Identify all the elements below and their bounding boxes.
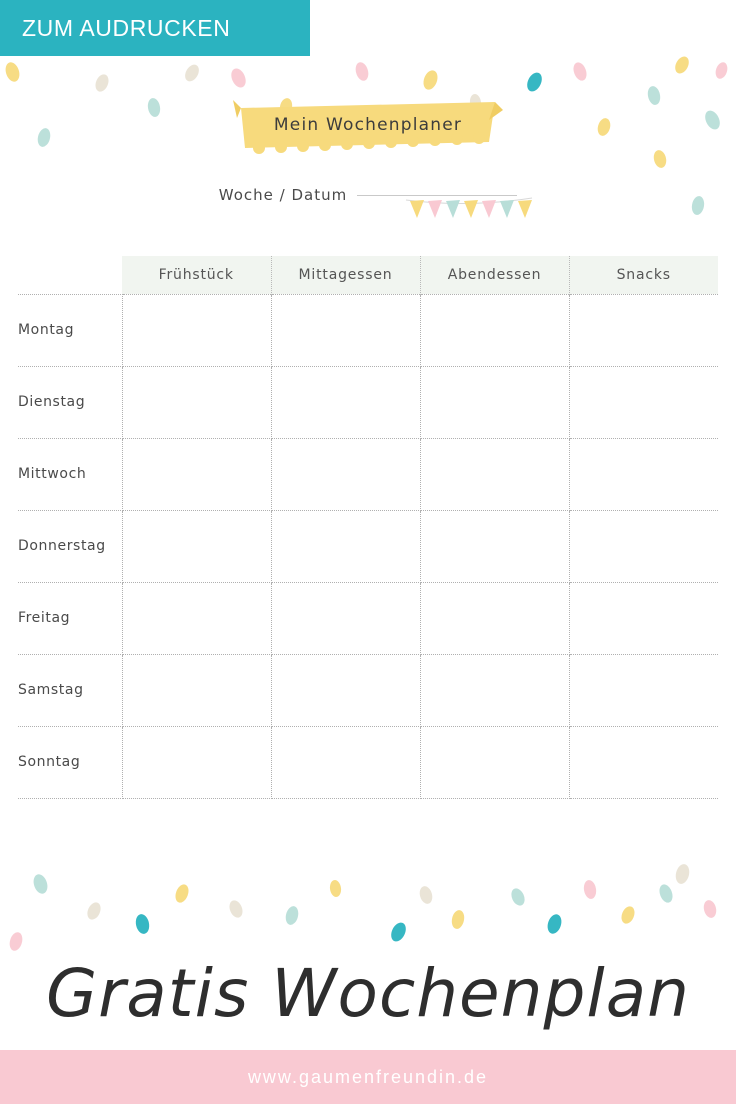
confetti-dot: [354, 61, 371, 83]
table-row: [18, 294, 718, 366]
table-row: [18, 366, 718, 438]
table-header-row: [18, 256, 718, 294]
meal-entry-cell[interactable]: [569, 726, 718, 798]
confetti-dot: [3, 60, 22, 83]
meal-entry-cell[interactable]: [569, 582, 718, 654]
confetti-dot: [545, 912, 564, 935]
table-row: [18, 726, 718, 798]
day-label: Montag: [18, 294, 122, 366]
confetti-dot: [228, 66, 248, 90]
website-bar: [0, 1050, 736, 1104]
day-label: Mittwoch: [18, 438, 122, 510]
meal-entry-cell[interactable]: [271, 438, 420, 510]
meal-entry-cell[interactable]: [122, 726, 271, 798]
confetti-dot: [421, 68, 440, 91]
print-badge: [0, 0, 310, 56]
day-label: Freitag: [18, 582, 122, 654]
column-header-day: [18, 256, 122, 294]
meal-entry-cell[interactable]: [569, 366, 718, 438]
meal-entry-cell[interactable]: [122, 294, 271, 366]
meal-entry-cell[interactable]: [569, 510, 718, 582]
column-header-snacks: Snacks: [569, 256, 718, 294]
print-badge-label: ZUM AUDRUCKEN: [22, 14, 231, 41]
confetti-dot: [509, 886, 527, 907]
confetti-dot: [388, 920, 408, 944]
confetti-dot: [85, 900, 103, 921]
column-header-lunch: Mittagessen: [271, 256, 420, 294]
confetti-dot: [329, 879, 342, 897]
confetti-dot: [672, 54, 691, 76]
confetti-dot: [702, 899, 718, 919]
table-body: [18, 294, 718, 798]
confetti-dot: [227, 898, 245, 919]
meal-entry-cell[interactable]: [420, 582, 569, 654]
confetti-dot: [182, 62, 201, 84]
table-row: [18, 510, 718, 582]
weekly-planner-table: [18, 256, 718, 799]
confetti-dot: [524, 70, 544, 94]
meal-entry-cell[interactable]: [420, 366, 569, 438]
confetti-dot: [674, 863, 691, 886]
confetti-dot: [714, 61, 730, 81]
planner-title: Mein Wochenplaner: [273, 115, 463, 135]
confetti-dot: [619, 904, 637, 925]
confetti-dot: [93, 72, 111, 93]
confetti-dot: [582, 879, 597, 900]
meal-entry-cell[interactable]: [420, 294, 569, 366]
meal-entry-cell[interactable]: [420, 438, 569, 510]
confetti-dot: [450, 909, 466, 930]
meal-entry-cell[interactable]: [569, 438, 718, 510]
table-row: [18, 654, 718, 726]
website-url[interactable]: www.gaumenfreundin.de: [247, 1066, 489, 1087]
meal-entry-cell[interactable]: [271, 582, 420, 654]
meal-entry-cell[interactable]: [122, 654, 271, 726]
confetti-dot: [571, 61, 589, 83]
column-header-breakfast: Frühstück: [122, 256, 271, 294]
title-banner: [0, 98, 736, 163]
table-row: [18, 582, 718, 654]
meal-entry-cell[interactable]: [271, 366, 420, 438]
meal-entry-cell[interactable]: [569, 654, 718, 726]
meal-entry-cell[interactable]: [420, 726, 569, 798]
confetti-dot: [134, 913, 151, 935]
column-header-dinner: Abendessen: [420, 256, 569, 294]
meal-entry-cell[interactable]: [271, 726, 420, 798]
confetti-dot: [31, 872, 50, 895]
confetti-dot: [657, 883, 675, 905]
meal-entry-cell[interactable]: [569, 294, 718, 366]
meal-entry-cell[interactable]: [271, 510, 420, 582]
meal-entry-cell[interactable]: [122, 438, 271, 510]
confetti-dot: [284, 905, 300, 926]
meal-entry-cell[interactable]: [420, 654, 569, 726]
day-label: Sonntag: [18, 726, 122, 798]
meal-entry-cell[interactable]: [122, 582, 271, 654]
table-header: [18, 256, 718, 294]
meal-entry-cell[interactable]: [420, 510, 569, 582]
table-row: [18, 438, 718, 510]
footer-zone: [0, 844, 736, 1104]
footer-headline: Gratis Wochenplan: [46, 955, 690, 1032]
day-label: Donnerstag: [18, 510, 122, 582]
confetti-dot: [173, 883, 191, 905]
meal-entry-cell[interactable]: [271, 654, 420, 726]
meal-entry-cell[interactable]: [271, 294, 420, 366]
confetti-dot: [690, 195, 705, 216]
day-label: Dienstag: [18, 366, 122, 438]
confetti-dot: [8, 931, 25, 953]
meal-entry-cell[interactable]: [122, 510, 271, 582]
day-label: Samstag: [18, 654, 122, 726]
meal-entry-cell[interactable]: [122, 366, 271, 438]
week-date-label: Woche / Datum: [218, 186, 348, 204]
confetti-dot: [418, 885, 434, 906]
